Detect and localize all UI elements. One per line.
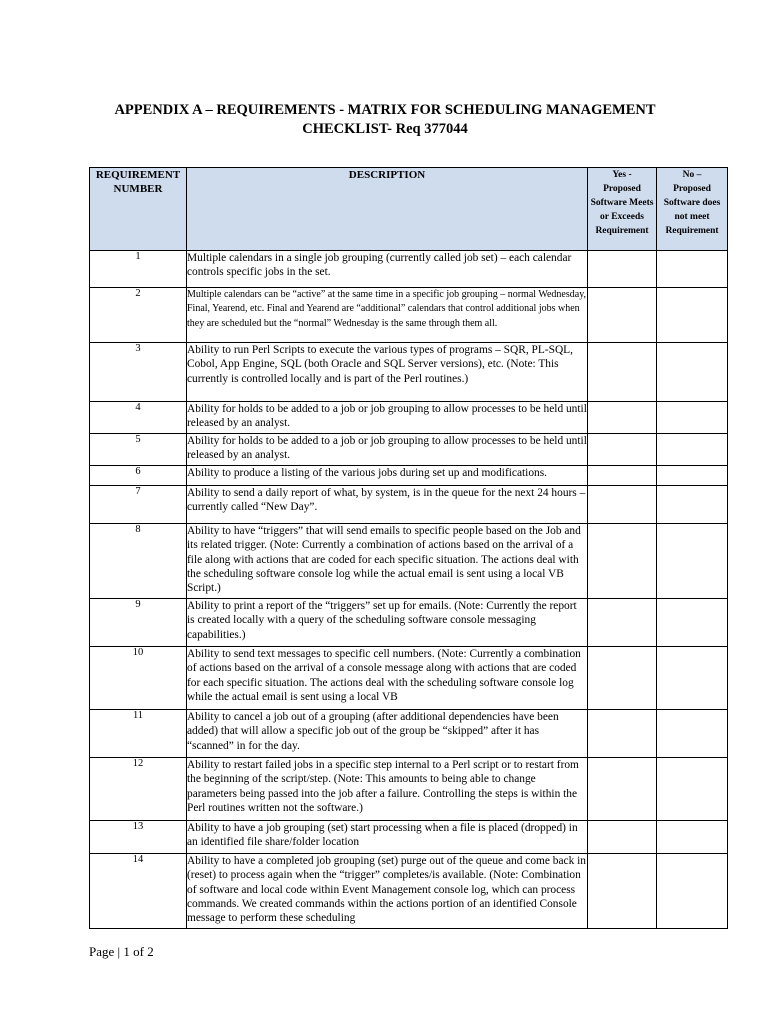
row-yes-cell[interactable] [588,288,657,343]
table-row [90,251,728,288]
row-yes-cell[interactable] [588,486,657,524]
row-description: Ability to run Perl Scripts to execute the various types of programs – SQR, PL-SQL, Cobol, App Engine, SQL (both Oracle and SQL Server versions), etc. (Note: This currently is controlled locally and is part of the Perl routines.) [187,343,588,402]
row-yes-cell[interactable] [588,599,657,647]
row-no-cell[interactable] [657,758,728,821]
row-number: 3 [90,343,187,402]
row-yes-cell[interactable] [588,466,657,486]
row-yes-cell[interactable] [588,434,657,466]
row-description [187,288,588,343]
row-number: 6 [90,466,187,486]
header-no [657,168,728,251]
header-yes-line-5: Requirement [595,226,649,236]
row-yes-cell[interactable] [588,402,657,434]
row-number: 4 [90,402,187,434]
table-row [90,599,728,647]
row-description [187,524,588,599]
table-row [90,288,728,343]
row-description-text: Ability to send text messages to specific cell numbers. (Note: Currently a combination of actions based on the arrival of a console message along with actions that are coded for each specific situation. The actions deal with the scheduling software console log while the actual email is sent using a local VB [187,648,581,703]
row-description [187,434,588,466]
table-row [90,821,728,854]
row-description-text: Ability to have a completed job grouping (set) purge out of the queue and come back in (reset) to process again when the “trigger” completes/is available. (Note: Combination of software and local code within Event Management console log, which can process commands. We created commands within the actions portion of an identified Console message to perform these scheduling [187,855,586,925]
title-line-1: APPENDIX A – REQUIREMENTS - MATRIX FOR SCHEDULING MANAGEMENT [114,102,656,118]
row-yes-cell[interactable] [588,343,657,402]
row-description: Ability to have a job grouping (set) start processing when a file is placed (dropped) in an identified file share/folder location [187,821,588,854]
row-yes-cell[interactable] [588,710,657,758]
table-row [90,524,728,599]
table-row [90,758,728,821]
row-no-cell[interactable] [657,434,728,466]
header-no-line-5: Requirement [665,226,719,236]
row-description: Ability to cancel a job out of a grouping (after additional dependencies have been added) that will allow a specific job out of the group be “skipped” after it has “scanned” in for the day. [187,710,588,758]
row-no-cell[interactable] [657,599,728,647]
row-no-cell[interactable] [657,486,728,524]
header-yes-line-2: Proposed [603,184,641,194]
row-no-cell[interactable] [657,821,728,854]
header-no-line-2: Proposed [673,184,711,194]
row-no-cell[interactable] [657,854,728,929]
row-yes-cell[interactable] [588,821,657,854]
table-row [90,854,728,929]
row-no-cell[interactable] [657,288,728,343]
header-yes-line-1: Yes - [612,170,632,180]
row-description: Ability to print a report of the “triggers” set up for emails. (Note: Currently the report is created locally with a query of the scheduling software console messaging capabilities.) [187,599,588,647]
row-yes-cell[interactable] [588,758,657,821]
row-number: 9 [90,599,187,647]
table-row [90,402,728,434]
row-description [187,647,588,710]
row-description: Ability to produce a listing of the various jobs during set up and modifications. [187,466,588,486]
row-description [187,854,588,929]
table-row [90,343,728,402]
row-no-cell[interactable] [657,710,728,758]
row-number: 14 [90,854,187,929]
row-description: Ability to restart failed jobs in a specific step internal to a Perl script or to restart from the beginning of the script/step. (Note: This amounts to being able to change parameters being passed into the job after a failure. Controlling the steps is within the Perl routines written not the software.) [187,758,588,821]
row-yes-cell[interactable] [588,647,657,710]
row-number: 13 [90,821,187,854]
row-number: 7 [90,486,187,524]
header-yes [588,168,657,251]
row-no-cell[interactable] [657,343,728,402]
header-description: DESCRIPTION [187,168,588,251]
row-number: 2 [90,288,187,343]
row-description: Ability to send a daily report of what, by system, is in the queue for the next 24 hours – currently called “New Day”. [187,486,588,524]
row-no-cell[interactable] [657,466,728,486]
row-yes-cell[interactable] [588,524,657,599]
table-row [90,486,728,524]
table-row [90,466,728,486]
header-yes-line-4: or Exceeds [600,212,644,222]
table-row [90,710,728,758]
title-line-2: CHECKLIST- Req 377044 [302,121,468,137]
row-yes-cell[interactable] [588,251,657,288]
row-number: 1 [90,251,187,288]
header-no-line-3: Software does [663,198,721,208]
row-number: 11 [90,710,187,758]
row-number: 8 [90,524,187,599]
row-description [187,402,588,434]
header-yes-line-3: Software Meets [590,198,654,208]
row-description-text: Ability for holds to be added to a job or job grouping to allow processes to be held until released by an analyst. [187,435,587,462]
page-number: Page | 1 of 2 [89,944,154,959]
header-requirement-number [90,168,187,251]
row-number: 12 [90,758,187,821]
row-number: 5 [90,434,187,466]
table-row [90,434,728,466]
header-number-line-2: NUMBER [113,183,163,195]
document-title [80,101,690,139]
row-no-cell[interactable] [657,647,728,710]
header-row [90,168,728,251]
table-row [90,647,728,710]
row-number: 10 [90,647,187,710]
row-description: Multiple calendars in a single job grouping (currently called job set) – each calendar controls specific jobs in the set. [187,251,588,288]
row-description-text: Ability for holds to be added to a job or job grouping to allow processes to be held until released by an analyst. [187,403,587,430]
row-no-cell[interactable] [657,524,728,599]
row-no-cell[interactable] [657,251,728,288]
row-description-text: Ability to have “triggers” that will send emails to specific people based on the Job and its related trigger. (Note: Currently a combination of actions based on the arrival of a file along with actions that are coded for each specific situation. The actions deal with the scheduling software console log while the actual email is sent using a local VB Script.) [187,525,581,595]
row-yes-cell[interactable] [588,854,657,929]
row-description-text: Multiple calendars can be “active” at the same time in a specific job grouping – normal Wednesday, Final, Yearend, etc. Final and Yearend are “additional” calendars that control additional jobs when they are scheduled but the “normal” Wednesday is the same through them all. [187,289,587,329]
requirements-matrix [89,167,728,929]
header-no-line-1: No – [682,170,702,180]
row-no-cell[interactable] [657,402,728,434]
header-no-line-4: not meet [674,212,710,222]
header-number-line-1: REQUIREMENT [95,169,181,181]
